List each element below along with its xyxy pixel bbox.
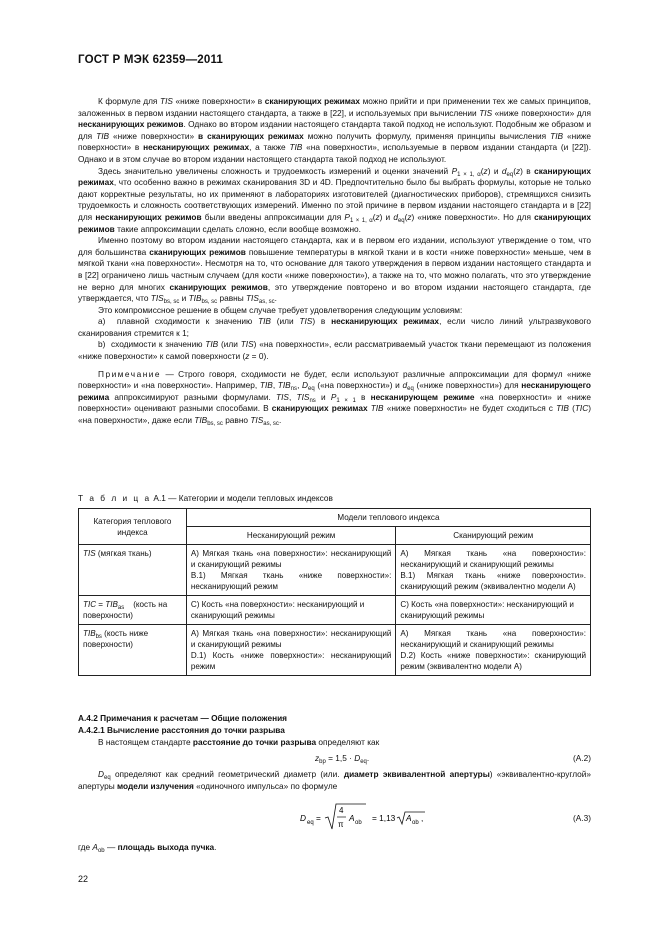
page-number: 22: [78, 874, 89, 884]
svg-text:ob: ob: [355, 820, 362, 826]
section-heading-1: А.4.2 Примечания к расчетам — Общие положения: [78, 713, 288, 723]
table-row: [79, 596, 591, 625]
paragraph-3: Именно поэтому во втором издании настоящего стандарта, как и в первом его издании, используют утверждение о том, что для большинства сканирующих режимов повышение температуры в мягкой ткани и в кости «ниже поверхности» меньше, чем в мягкой ткани «на поверхности». Несмотря на то, что основание для такого утверждения в первом издании настоящего стандарта и в [22] ограничено лишь частным случаем (для кости «ниже поверхности»), а также на то, что можно полагать, что это утверждение не верно для многих сканирующих режимов, это утверждение повторено и во втором издании настоящего стандарта, где утверждается, что $TIS_{bs, sc}$ и $TIB_{bs, sc}$ равны $TIS_{as, sc}$.: [78, 235, 592, 306]
cell-category: TIC = $TIB_{as}$ (кость на поверхности): [79, 596, 187, 625]
paragraph-4: Это компромиссное решение в общем случае требует удовлетворения следующим условиям:: [98, 304, 463, 315]
equation-a3: [300, 800, 560, 834]
svg-text:=: =: [316, 813, 321, 823]
section-text-2: $D_{eq}$ определяют как средний геометрический диаметр (или. диаметр эквивалентной апертуры) «эквивалентно-круглой» апертуры модели излучения «одиночного импульса» по формуле: [78, 769, 591, 791]
header-category: Категория теплового индекса: [79, 509, 187, 545]
svg-text:π: π: [338, 820, 344, 829]
svg-text:A: A: [349, 813, 355, 823]
document-header: ГОСТ Р МЭК 62359—2011: [78, 54, 224, 66]
cell-category: TIS (мягкая ткань): [79, 545, 187, 596]
cell-nonscan: С) Кость «на поверхности»: несканирующий и сканирующий режимы: [186, 596, 396, 625]
cell-scan: А) Мягкая ткань «на поверхности»: несканирующий и сканирующий режимы D.2) Кость «ниже поверхности»: сканирующий режим (эквивалентно модели А): [396, 625, 591, 676]
cell-scan: С) Кость «на поверхности»: несканирующий и сканирующий режимы: [396, 596, 591, 625]
svg-text:ob: ob: [412, 820, 419, 826]
cell-nonscan: А) Мягкая ткань «на поверхности»: несканирующий и сканирующий режимы В.1) Мягкая ткань «ниже поверхности»: несканирующий режим: [186, 545, 396, 596]
section-heading-2: А.4.2.1 Вычисление расстояния до точки разрыва: [78, 725, 285, 735]
svg-text:A: A: [406, 813, 412, 823]
section-text-3: где $A_{ob}$ — площадь выхода пучка.: [78, 842, 217, 854]
svg-text:eq: eq: [307, 820, 314, 826]
section-text-1: В настоящем стандарте расстояние до точки разрыва определяют как: [98, 737, 380, 747]
svg-text:,: ,: [421, 813, 424, 823]
svg-text:= 1,13: = 1,13: [372, 813, 396, 823]
table-row: [79, 545, 591, 596]
paragraph-6: b) сходимости к значению TIB (или TIS) «на поверхности», если рассматриваемый участок ткани перемещают из положения «ниже поверхности» к самой поверхности (z = 0).: [78, 339, 592, 362]
table-row: [79, 625, 591, 676]
equation-a2-number: (А.2): [573, 753, 591, 763]
note: Примечание — Строго говоря, сходимости не будет, если используют различные аппроксимации для формул «ниже поверхности» и «на поверхности». Например, TIB, $TIB_{ns}$, $D_{eq}$ («на поверхности») и $d_{eq}$ («ниже поверхности») для несканирующего режима аппроксимируют разными формулами. TIS, $TIS_{ns}$ и $P_{1 \times 1}$ в несканирующем режиме «на поверхности» и «ниже поверхности» оценивают разными способами. В сканирующих режимах TIB «ниже поверхности» не будет сходиться с TIB (TIC) «на поверхности», даже если $TIB_{bs, sc}$ равно $TIS_{as, sc}$.: [78, 368, 591, 428]
header-scan: Сканирующий режим: [396, 527, 591, 545]
equation-a3-number: (А.3): [573, 813, 591, 823]
cell-nonscan: А) Мягкая ткань «на поверхности»: несканирующий и сканирующий режимы D.1) Кость «ниже поверхности»: несканирующий режим: [186, 625, 396, 676]
svg-text:4: 4: [339, 806, 344, 815]
paragraph-2: Здесь значительно увеличены сложность и трудоемкость измерений и оценки значений $P_{1 \times 1, \alpha}(z)$ и $d_{eq}(z)$ в сканирующих режимах, что особенно важно в режимах сканирования 3D и 4D. Предпочтительно было бы выбрать формулы, которые не только дают корректные результаты, но их применяют в лабораториях изготовителей (диагностических приборов), стремящихся снизить трудоемкость и сложность соответствующих измерений. Именно по этой причине в первом издании настоящего стандарта и в [22] для несканирующих режимов были введены аппроксимации для $P_{1 \times 1, \alpha}(z)$ и $d_{eq}(z)$ «ниже поверхности». Но для сканирующих режимов такие аппроксимации сделать сложно, если вообще возможно.: [78, 165, 591, 234]
table-caption: Т а б л и ц а А.1 — Категории и модели тепловых индексов: [78, 493, 333, 503]
paragraph-5: а) плавной сходимости к значению TIB (или TIS) в несканирующих режимах, если число линий ультразвукового сканирования стремится к 1;: [78, 316, 592, 338]
thermal-index-table: [78, 508, 591, 676]
header-nonscan: Несканирующий режим: [186, 527, 396, 545]
equation-a2: $z_{bp} = 1,5 \cdot D_{eq}$.: [315, 753, 370, 765]
header-models: Модели теплового индекса: [186, 509, 590, 527]
cell-scan: А) Мягкая ткань «на поверхности»: несканирующий и сканирующий режимы В.1) Мягкая ткань «ниже поверхности». сканирующий режим (эквивалентно модели А): [396, 545, 591, 596]
cell-category: $TIB_{bs}$ (кость ниже поверхности): [79, 625, 187, 676]
paragraph-1: К формуле для TIS «ниже поверхности» в сканирующих режимах можно прийти и при применении тех же самых принципов, заложенных в первом издании настоящего стандарта, а также в [22], и используемых при вычислении TIS «ниже поверхности» для несканирующих режимов. Однако во втором издании настоящего стандарта такой подход не используют. Подобным же образом и для TIB «ниже поверхности» в сканирующих режимах можно получить формулу, применяя принципы вычисления TIB «ниже поверхности» в несканирующих режимах, а также TIB «на поверхности», используемые в первом издании стандарта (и [22]). Однако и в этом случае во втором издании настоящего стандарта такой подход не используют.: [78, 96, 592, 164]
equation-a3-graphic: [300, 800, 560, 834]
body-text: [78, 96, 591, 427]
svg-text:D: D: [300, 813, 306, 823]
